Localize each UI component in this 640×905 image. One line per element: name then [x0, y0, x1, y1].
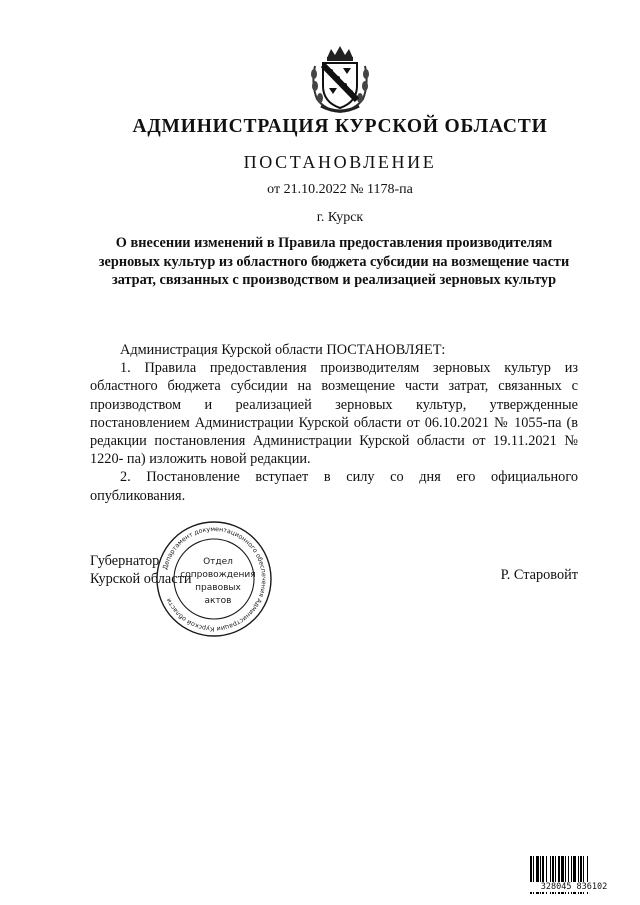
signatory-name: Р. Старовойт — [500, 567, 578, 583]
organization-name: АДМИНИСТРАЦИЯ КУРСКОЙ ОБЛАСТИ — [132, 116, 548, 137]
signatory-position-line-1: Губернатор — [90, 553, 160, 569]
document-body — [90, 341, 578, 505]
body-paragraph-1: 1. Правила предоставления производителям зерновых культур из областного бюджета субсидии на возмещение части затрат, связанных с производством и реализацией зерновых культур, утвержденные постановлением Администрации Курской области от 06.10.2021 № 1055-па (в редакции постановления Администрации Курской области от 19.11.2021 № 1220- па) изложить новой редакции. — [90, 360, 578, 468]
preamble: Администрация Курской области ПОСТАНОВЛЯЕТ: — [120, 342, 446, 358]
stamp-line-3: правовых — [195, 583, 241, 593]
official-stamp — [154, 519, 274, 639]
document-type: ПОСТАНОВЛЕНИЕ — [243, 152, 437, 172]
barcode-number: 328045 836102 — [529, 882, 619, 892]
document-city: г. Курск — [316, 210, 364, 225]
signatory-position-line-2: Курской области — [90, 571, 192, 588]
stamp-line-2: сопровождения — [180, 570, 256, 580]
document-date-number: от 21.10.2022 № 1178-па — [267, 182, 413, 197]
document-subject: О внесении изменений в Правила предоставления производителям зерновых культур из областного бюджета субсидии на возмещение части затрат, связанных с производством и реализацией зерновых культур — [98, 235, 570, 288]
stamp-line-1: Отдел — [203, 557, 233, 567]
body-paragraph-2: 2. Постановление вступает в силу со дня его официального опубликования. — [90, 469, 578, 504]
stamp-ring-text: Департамент документационного обеспечения Администрации Курской области — [161, 525, 268, 633]
kursk-coat-of-arms-icon — [307, 44, 373, 114]
stamp-line-4: актов — [204, 596, 232, 606]
